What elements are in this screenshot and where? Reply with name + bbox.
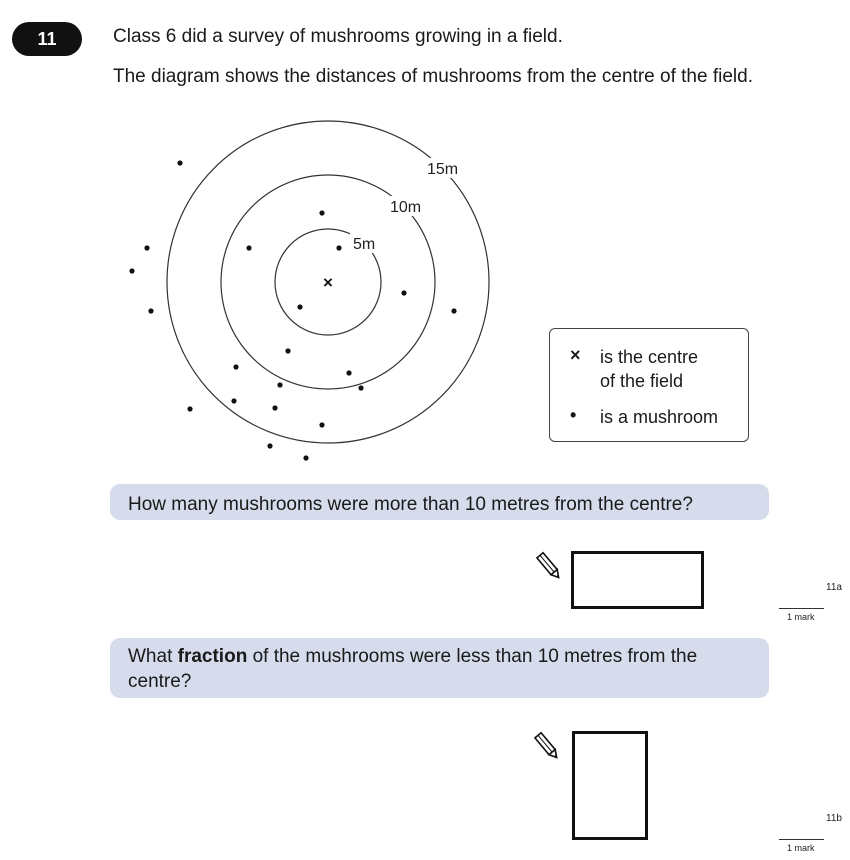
- mushroom-dot: [144, 245, 149, 250]
- mushroom-dot: [187, 406, 192, 411]
- intro-line-1: Class 6 did a survey of mushrooms growing in a field.: [113, 26, 563, 47]
- ring-label-10m: 10m: [390, 199, 422, 216]
- legend-centre-row: [570, 345, 698, 393]
- answer-box-a[interactable]: [571, 551, 704, 609]
- mushroom-dot: [277, 382, 282, 387]
- question-number-badge: 11: [12, 22, 82, 56]
- mushroom-dot: [233, 364, 238, 369]
- intro-line-2: The diagram shows the distances of mushrooms from the centre of the field.: [113, 66, 753, 87]
- mushroom-diagram: [0, 115, 520, 475]
- legend-centre-text-1: is the centre: [600, 347, 699, 367]
- question-b-text-bold: fraction: [177, 646, 248, 667]
- mushroom-dot: [272, 405, 277, 410]
- legend-box: [549, 328, 749, 442]
- pencil-icon: [536, 549, 562, 583]
- mushroom-dot: [297, 304, 302, 309]
- legend-centre-text-2: of the field: [600, 371, 684, 391]
- mark-label-a: 1 mark: [787, 612, 815, 622]
- mushroom-dot: [285, 348, 290, 353]
- mushroom-dot: [358, 385, 363, 390]
- centre-mark: ×: [323, 273, 333, 292]
- mark-label-b: 1 mark: [787, 843, 815, 853]
- mushroom-dot: [319, 210, 324, 215]
- mushroom-dot: [451, 308, 456, 313]
- mushroom-dot: [246, 245, 251, 250]
- mushroom-dot: [267, 443, 272, 448]
- mushroom-dot: [346, 370, 351, 375]
- question-a-text: How many mushrooms were more than 10 metres from the centre?: [128, 494, 693, 515]
- mark-code-11a: 11a: [826, 582, 842, 593]
- mushroom-dot: [148, 308, 153, 313]
- legend-mushroom-text: is a mushroom: [600, 407, 719, 427]
- answer-box-b[interactable]: [572, 731, 648, 840]
- mushroom-dot: [401, 290, 406, 295]
- mushroom-dot: [129, 268, 134, 273]
- mushroom-dot: [231, 398, 236, 403]
- ring-label-5m: 5m: [353, 236, 376, 253]
- question-b-text-before: What: [128, 646, 178, 667]
- pencil-icon: [534, 729, 560, 763]
- question-b-prompt: [110, 638, 769, 698]
- mark-code-11b: 11b: [826, 813, 842, 824]
- legend-mushroom-row: [570, 405, 718, 429]
- question-b-text-after: of the mushrooms were less than 10 metres from the centre?: [128, 646, 698, 692]
- question-a-prompt: [110, 484, 769, 520]
- ring-label-15m: 15m: [427, 161, 459, 178]
- mark-line-a: [779, 608, 824, 609]
- mushroom-dot: [303, 455, 308, 460]
- mark-line-b: [779, 839, 824, 840]
- legend-mushroom-symbol: •: [570, 405, 577, 425]
- mushroom-dot: [319, 422, 324, 427]
- legend-centre-symbol: ×: [570, 345, 581, 365]
- mushroom-dot: [177, 160, 182, 165]
- mushroom-dot: [336, 245, 341, 250]
